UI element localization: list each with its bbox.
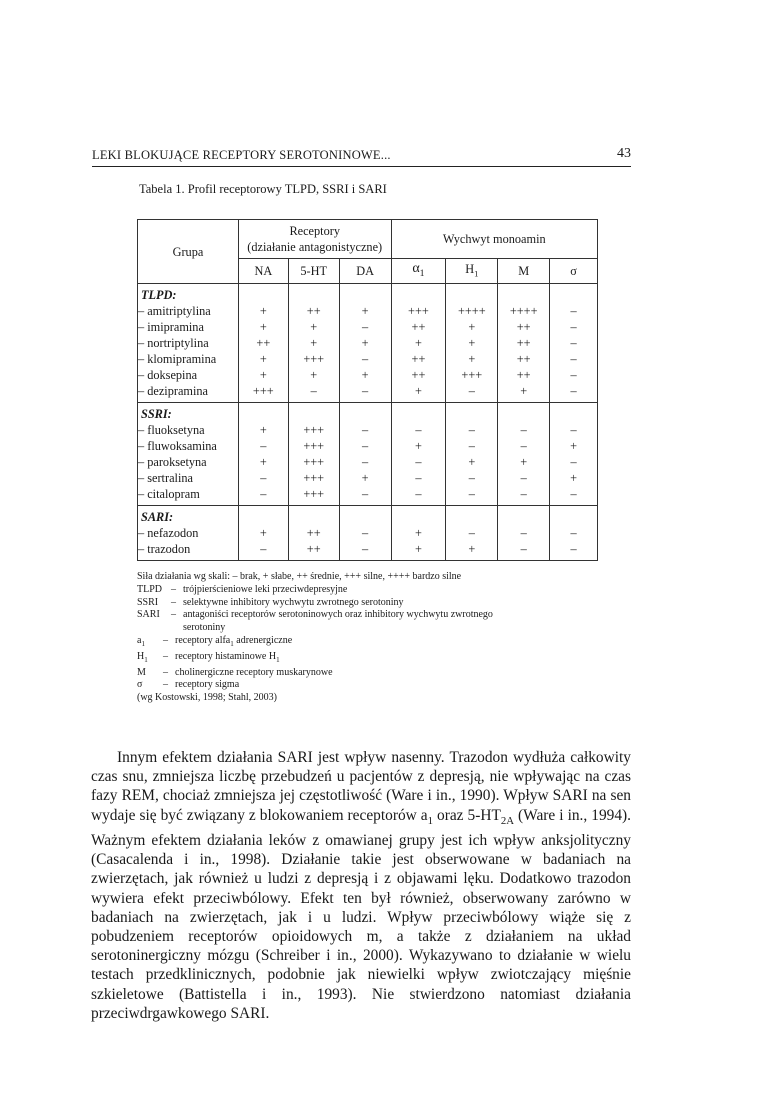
group-name-ssri: SSRI:	[141, 407, 172, 421]
drug-name: – paroksetyna	[138, 455, 207, 469]
symbol: σ	[137, 679, 143, 691]
values-alpha1-sari	[391, 506, 446, 561]
receptors-header-line2: (działanie antagonistyczne)	[247, 240, 383, 254]
group-row-tlpd	[138, 284, 598, 403]
col-header-alpha-symbol: α	[412, 260, 420, 276]
cell-value: –	[260, 487, 267, 501]
cell-value: +	[468, 336, 476, 350]
cell-value: ++	[516, 352, 531, 366]
drug-name: – nefazodon	[138, 526, 199, 540]
cell-value: +	[361, 368, 369, 382]
table-legend	[137, 571, 493, 705]
cell-value: –	[520, 542, 527, 556]
body-paragraph	[91, 748, 631, 1023]
table-caption: Tabela 1. Profil receptorowy TLPD, SSRI i SARI	[139, 182, 387, 196]
legend-continuation: serotoniny	[183, 622, 226, 634]
cell-value: –	[520, 471, 527, 485]
cell-value: +++	[303, 352, 325, 366]
cell-value: –	[570, 384, 577, 398]
values-h1-sari	[446, 506, 498, 561]
values-da-sari	[339, 506, 391, 561]
cell-value: –	[520, 487, 527, 501]
cell-value: +	[361, 471, 369, 485]
drug-name: – imipramina	[138, 320, 204, 334]
page-number: 43	[617, 146, 631, 161]
cell-value: ++	[256, 336, 271, 350]
col-header-alpha1	[391, 259, 446, 284]
cell-value: +	[259, 352, 267, 366]
col-header-h-sub: 1	[474, 268, 479, 279]
symbol-text: receptory alfa	[175, 634, 231, 646]
drug-name: – doksepina	[138, 368, 198, 382]
body-sub1: 1	[427, 814, 434, 827]
cell-value: –	[415, 455, 422, 469]
cell-value: ++	[516, 336, 531, 350]
group-header: Grupa	[138, 220, 239, 284]
receptors-header-line1: Receptory	[289, 224, 340, 238]
cell-value: –	[415, 471, 422, 485]
group-name-sari: SARI:	[141, 510, 174, 524]
symbol-text-sub: 1	[276, 655, 280, 664]
body-text-part2: oraz 5-HT	[433, 806, 501, 824]
cell-value: +	[468, 320, 476, 334]
values-na-sari	[238, 506, 288, 561]
cell-value: –	[260, 471, 267, 485]
cell-value: –	[468, 487, 475, 501]
drug-name: – fluoksetyna	[138, 423, 205, 437]
col-header-da: DA	[339, 259, 391, 284]
body-sub2: 2A	[500, 814, 515, 827]
legend-symbol: $H_1$ – receptory histaminowe $H_1$	[137, 650, 280, 664]
drug-name: – klomipramina	[138, 352, 217, 366]
cell-value: +	[259, 455, 267, 469]
drug-name: – nortriptylina	[138, 336, 209, 350]
cell-value: –	[415, 487, 422, 501]
cell-value: +++	[408, 304, 429, 318]
drug-list-sari	[138, 506, 239, 561]
cell-value: –	[310, 384, 317, 398]
values-alpha1-tlpd	[391, 284, 446, 403]
drug-name: – citalopram	[138, 487, 200, 501]
cell-value: +	[468, 455, 476, 469]
cell-value: –	[362, 542, 369, 556]
symbol: a	[137, 634, 142, 646]
drug-name: – fluwoksamina	[138, 439, 217, 453]
cell-value: +	[414, 439, 422, 453]
col-header-m: M	[498, 259, 550, 284]
cell-value: +	[259, 526, 267, 540]
cell-value: +	[414, 526, 422, 540]
col-header-h-symbol: H	[465, 261, 475, 276]
cell-value: +++	[461, 368, 483, 382]
legend-scale: Siła działania wg skali: – brak, + słabe, ++ średnie, +++ silne, ++++ bardzo silne	[137, 571, 462, 582]
cell-value: –	[468, 384, 475, 398]
cell-value: +	[259, 304, 267, 318]
cell-value: –	[570, 304, 577, 318]
cell-value: +	[259, 368, 267, 382]
cell-value: –	[570, 368, 577, 382]
group-row-ssri	[138, 403, 598, 506]
cell-value: –	[468, 423, 475, 437]
cell-value: –	[520, 526, 527, 540]
values-da-tlpd	[339, 284, 391, 403]
cell-value: –	[415, 423, 422, 437]
cell-value: ++	[306, 304, 321, 318]
drug-name: – trazodon	[138, 542, 191, 556]
cell-value: +	[570, 471, 578, 485]
cell-value: +	[361, 304, 369, 318]
legend-item: SARI – antagoniści receptorów serotoninowych oraz inhibitory wychwytu zwrotnego	[137, 609, 493, 621]
group-name-tlpd: TLPD:	[141, 288, 177, 302]
col-header-alpha-sub: 1	[419, 267, 425, 279]
values-5ht-sari	[288, 506, 339, 561]
values-sigma-ssri	[550, 403, 598, 506]
values-m-sari	[498, 506, 550, 561]
cell-value: +	[520, 384, 528, 398]
legend-text: selektywne inhibitory wychwytu zwrotnego serotoniny	[183, 596, 404, 608]
cell-value: –	[260, 542, 267, 556]
legend-source: (wg Kostowski, 1998; Stahl, 2003)	[137, 692, 277, 704]
symbol: M	[137, 666, 146, 678]
drug-name: – dezipramina	[138, 384, 208, 398]
cell-value: –	[362, 439, 369, 453]
cell-value: ++++	[457, 304, 486, 318]
cell-value: –	[570, 487, 577, 501]
cell-value: –	[260, 439, 267, 453]
legend-abbr: TLPD	[137, 583, 162, 595]
symbol-sub: 1	[144, 655, 148, 664]
symbol-text-after: adrenergiczne	[233, 634, 293, 646]
cell-value: –	[570, 423, 577, 437]
cell-value: ++	[306, 542, 321, 556]
cell-value: ++	[411, 320, 426, 334]
cell-value: +++	[303, 471, 325, 485]
values-h1-ssri	[446, 403, 498, 506]
values-h1-tlpd	[446, 284, 498, 403]
cell-value: +	[310, 368, 318, 382]
cell-value: +++	[303, 423, 325, 437]
symbol-text: receptory sigma	[175, 679, 240, 691]
cell-value: +	[414, 336, 422, 350]
body-text-part3: (Ware i in., 1994). Ważnym efektem działania leków z omawianej grupy jest ich wpływ anksjolityczny (Casacalenda i in., 1998). Działanie takie jest obserwowane w badaniach na zwierzętach, jak również u ludzi z depresją i z objawami lęku. Dodatkowo trazodon wywiera efekt przeciwbólowy. Efekt ten był również, obserwowany zarówno w badaniach na zwierzętach, jak i u ludzi. Wpływ przeciwbólowy wiąże się z pobudzeniem receptorów opioidowych m, a także z działaniem na układ serotoninergiczny mózgu (Schreiber i in., 2000). Wykazywano to działanie w wielu testach przedklinicznych, podobnie jak niewielki wpływ zwiotczający mięśnie szkieletowe (Battistella i in., 1993). Nie stwierdzono natomiast działania przeciwdrgawkowego SARI.	[91, 806, 632, 1022]
cell-value: –	[362, 487, 369, 501]
cell-value: ++	[411, 368, 426, 382]
col-header-5ht: 5-HT	[288, 259, 339, 284]
symbol: H	[137, 650, 145, 662]
cell-value: ++	[411, 352, 426, 366]
cell-value: +	[414, 542, 422, 556]
symbol-sub: 1	[141, 639, 145, 648]
legend-symbol: $a_1$ – receptory alfa$_1$ adrenergiczne	[137, 634, 293, 648]
cell-value: ++	[516, 320, 531, 334]
legend-symbol: σ – receptory sigma	[137, 679, 240, 691]
symbol-text: cholinergiczne receptory muskarynowe	[175, 666, 333, 678]
col-header-sigma: σ	[550, 259, 598, 284]
values-alpha1-ssri	[391, 403, 446, 506]
col-header-na: NA	[238, 259, 288, 284]
cell-value: +	[310, 336, 318, 350]
drug-list-tlpd	[138, 284, 239, 403]
cell-value: –	[362, 352, 369, 366]
cell-value: –	[570, 352, 577, 366]
cell-value: +	[570, 439, 578, 453]
legend-abbr: SARI	[137, 609, 160, 621]
legend-item: SSRI – selektywne inhibitory wychwytu zwrotnego serotoniny	[137, 596, 404, 608]
cell-value: +++	[252, 384, 274, 398]
cell-value: –	[362, 384, 369, 398]
cell-value: +	[468, 352, 476, 366]
values-na-tlpd	[238, 284, 288, 403]
values-da-ssri	[339, 403, 391, 506]
cell-value: ++	[516, 368, 531, 382]
cell-value: –	[520, 423, 527, 437]
values-sigma-tlpd	[550, 284, 598, 403]
symbol-text: receptory histaminowe H	[175, 650, 277, 662]
receptor-profile-table	[137, 219, 598, 561]
legend-symbol: M – cholinergiczne receptory muskarynowe	[137, 666, 333, 678]
cell-value: –	[362, 526, 369, 540]
cell-value: ++++	[509, 304, 538, 318]
values-na-ssri	[238, 403, 288, 506]
symbol-text-sub: 1	[230, 639, 234, 648]
cell-value: –	[468, 526, 475, 540]
cell-value: +	[361, 336, 369, 350]
drug-name: – amitriptylina	[138, 304, 211, 318]
receptors-header	[238, 220, 391, 259]
cell-value: +++	[303, 455, 325, 469]
running-header	[92, 146, 631, 167]
cell-value: –	[570, 320, 577, 334]
body-text-part1: Innym efektem działania SARI jest wpływ nasenny. Trazodon wydłuża całkowity czas snu, zmniejsza liczbę przebudzeń u pacjentów z depresją, nie wpływając na czas fazy REM, chociaż zmniejsza jej częstotliwość (Ware i in., 1990). Wpływ SARI na sen wydaje się być związany z blokowaniem receptorów a	[91, 749, 631, 824]
legend-text: antagoniści receptorów serotoninowych oraz inhibitory wychwytu zwrotnego	[183, 609, 493, 621]
cell-value: +	[310, 320, 318, 334]
reuptake-header: Wychwyt monoamin	[391, 220, 597, 259]
cell-value: ++	[306, 526, 321, 540]
values-sigma-sari	[550, 506, 598, 561]
col-header-h1	[446, 259, 498, 284]
cell-value: –	[570, 526, 577, 540]
cell-value: –	[570, 455, 577, 469]
cell-value: +	[259, 320, 267, 334]
cell-value: +	[520, 455, 528, 469]
values-m-ssri	[498, 403, 550, 506]
cell-value: +	[468, 542, 476, 556]
values-m-tlpd	[498, 284, 550, 403]
cell-value: –	[468, 471, 475, 485]
cell-value: –	[362, 320, 369, 334]
cell-value: +	[259, 423, 267, 437]
cell-value: –	[570, 336, 577, 350]
values-5ht-ssri	[288, 403, 339, 506]
group-row-sari	[138, 506, 598, 561]
drug-name: – sertralina	[138, 471, 193, 485]
values-5ht-tlpd	[288, 284, 339, 403]
cell-value: –	[570, 542, 577, 556]
cell-value: –	[362, 455, 369, 469]
drug-list-ssri	[138, 403, 239, 506]
cell-value: +	[414, 384, 422, 398]
cell-value: –	[468, 439, 475, 453]
cell-value: –	[362, 423, 369, 437]
cell-value: +++	[303, 487, 325, 501]
legend-text: trójpierścieniowe leki przeciwdepresyjne	[183, 583, 348, 595]
cell-value: –	[520, 439, 527, 453]
running-title: LEKI BLOKUJĄCE RECEPTORY SEROTONINOWE...	[92, 148, 391, 162]
legend-item: TLPD – trójpierścieniowe leki przeciwdepresyjne	[137, 583, 348, 595]
legend-abbr: SSRI	[137, 596, 159, 608]
cell-value: +++	[303, 439, 325, 453]
